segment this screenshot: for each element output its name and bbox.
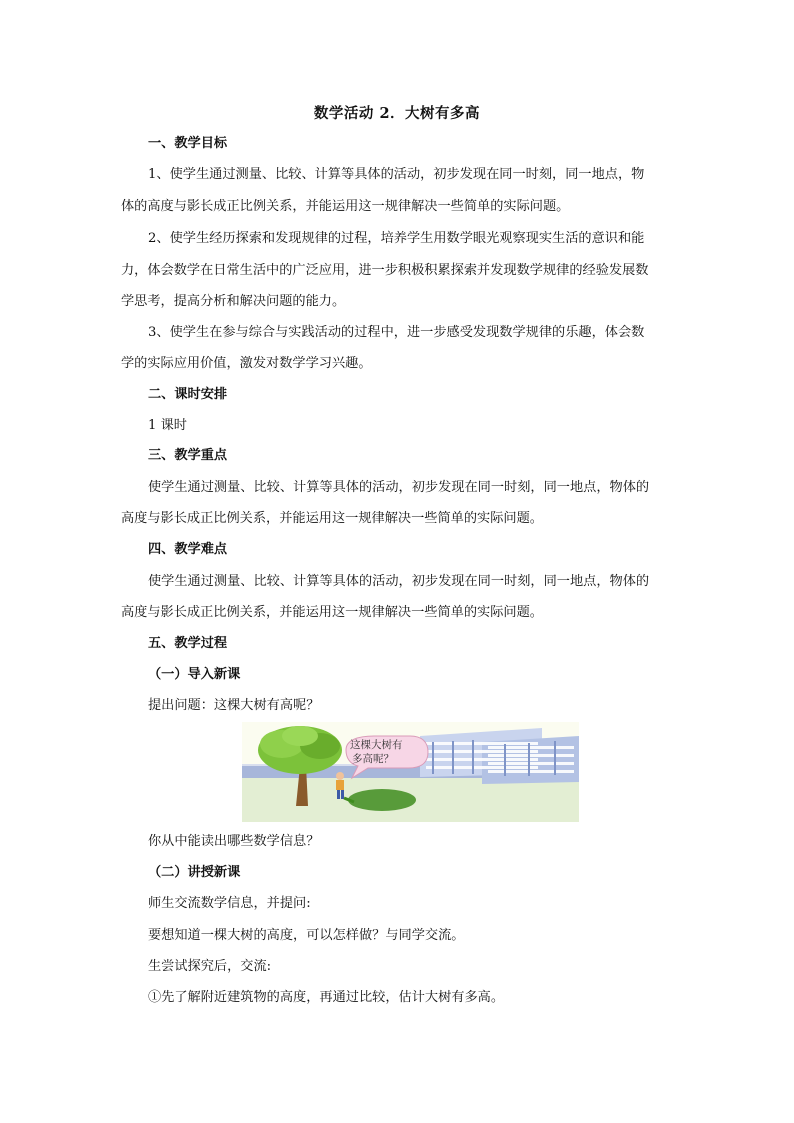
- document-title: 数学活动 2．大树有多高: [313, 105, 481, 122]
- goal-2-line-3: 学思考，提高分析和解决问题的能力。: [121, 294, 346, 309]
- goal-1-line-1: 1、使学生通过测量、比较、计算等具体的活动，初步发现在同一时刻，同一地点，物: [148, 167, 645, 182]
- section-heading-key-points: 三、教学重点: [148, 448, 228, 463]
- goal-3-line-1: 3、使学生在参与综合与实践活动的过程中，进一步感受发现数学规律的乐趣，体会数: [148, 325, 645, 340]
- try-text: 生尝试探究后，交流:: [148, 959, 272, 974]
- subsection-heading-intro: （一）导入新课: [148, 667, 241, 682]
- step-1-text: ①先了解附近建筑物的高度，再通过比较，估计大树有多高。: [148, 990, 505, 1005]
- difficulties-line-2: 高度与影长成正比例关系，并能运用这一规律解决一些简单的实际问题。: [121, 605, 543, 620]
- intro-question: 提出问题：这棵大树有高呢？: [148, 698, 320, 713]
- schedule-text: 1 课时: [148, 418, 187, 433]
- subsection-heading-new-lesson: （二）讲授新课: [148, 865, 241, 880]
- section-heading-difficulties: 四、教学难点: [148, 542, 228, 557]
- speech-bubble-text-line-2: 多高呢？: [352, 753, 394, 765]
- tree-illustration: [242, 722, 579, 822]
- section-heading-process: 五、教学过程: [148, 636, 228, 651]
- speech-bubble-text-line-1: 这棵大树有: [350, 739, 403, 751]
- goal-2-line-1: 2、使学生经历探索和发现规律的过程，培养学生用数学眼光观察现实生活的意识和能: [148, 231, 645, 246]
- how-text: 要想知道一棵大树的高度，可以怎样做？与同学交流。: [148, 928, 465, 943]
- section-heading-goals: 一、教学目标: [148, 136, 228, 151]
- key-points-line-2: 高度与影长成正比例关系，并能运用这一规律解决一些简单的实际问题。: [121, 511, 543, 526]
- tree-shadow: [348, 789, 416, 811]
- difficulties-line-1: 使学生通过测量、比较、计算等具体的活动，初步发现在同一时刻，同一地点，物体的: [148, 574, 650, 589]
- section-heading-schedule: 二、课时安排: [148, 387, 228, 402]
- goal-3-line-2: 学的实际应用价值，激发对数学学习兴趣。: [121, 356, 372, 371]
- info-question: 你从中能读出哪些数学信息？: [148, 834, 320, 849]
- exchange-text: 师生交流数学信息，并提问:: [148, 896, 311, 911]
- goal-1-line-2: 体的高度与影长成正比例关系，并能运用这一规律解决一些简单的实际问题。: [121, 199, 570, 214]
- key-points-line-1: 使学生通过测量、比较、计算等具体的活动，初步发现在同一时刻，同一地点，物体的: [148, 480, 650, 495]
- goal-2-line-2: 力，体会数学在日常生活中的广泛应用，进一步积极积累探索并发现数学规律的经验发展数: [121, 263, 649, 278]
